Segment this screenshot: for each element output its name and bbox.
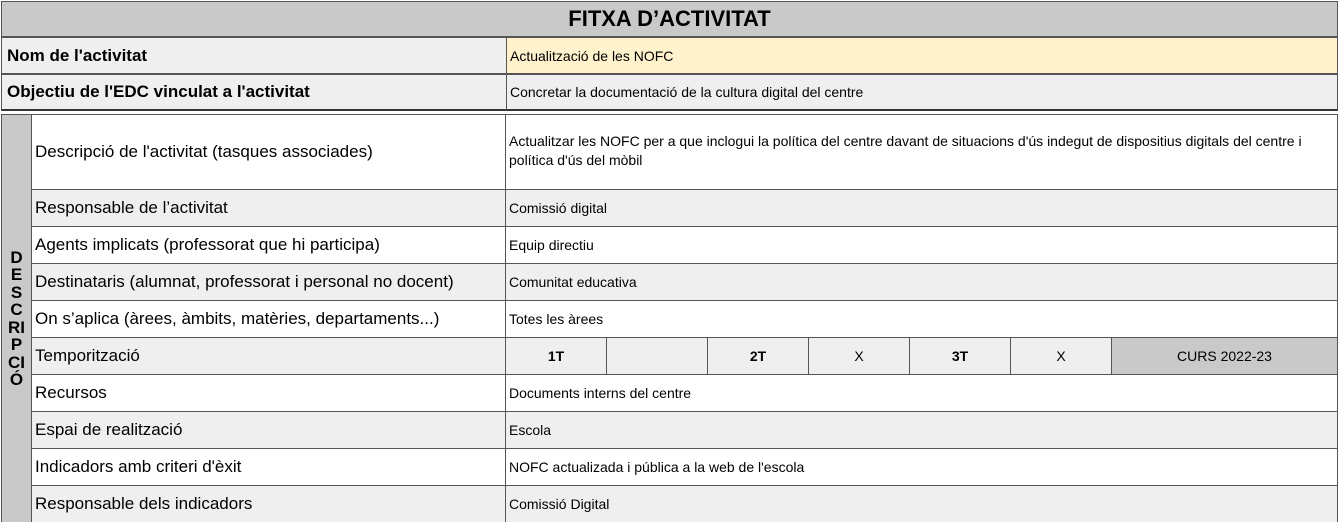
objective-label: Objectiu de l'EDC vinculat a l'activitat bbox=[1, 74, 506, 111]
timing-t3-mark: X bbox=[1011, 338, 1112, 375]
row-label-timing: Temporització bbox=[32, 338, 506, 375]
row-label-description: Descripció de l'activitat (tasques associades) bbox=[32, 115, 506, 190]
sheet-title: FITXA D’ACTIVITAT bbox=[1, 1, 1338, 37]
description-side-label bbox=[1, 114, 32, 522]
row-label-scope: On s’aplica (àrees, àmbits, matèries, departaments...) bbox=[32, 301, 506, 338]
timing-t3-label: 3T bbox=[910, 338, 1011, 375]
timing-course: CURS 2022-23 bbox=[1112, 338, 1338, 375]
timing-t2-label: 2T bbox=[708, 338, 809, 375]
row-value-scope: Totes les àrees bbox=[506, 301, 1338, 338]
objective-value: Concretar la documentació de la cultura digital del centre bbox=[506, 74, 1338, 111]
row-value-indicators: NOFC actualizada i pública a la web de l'escola bbox=[506, 449, 1338, 486]
row-value-responsible: Comissió digital bbox=[506, 190, 1338, 227]
activity-name-label: Nom de l'activitat bbox=[1, 37, 506, 74]
timing-t1-label: 1T bbox=[506, 338, 607, 375]
row-label-indicators-responsible: Responsable dels indicadors bbox=[32, 486, 506, 522]
row-value-indicators-responsible: Comissió Digital bbox=[506, 486, 1338, 522]
description-side-text: DESCRIPCIÓ bbox=[8, 247, 25, 389]
row-value-agents: Equip directiu bbox=[506, 227, 1338, 264]
row-label-agents: Agents implicats (professorat que hi participa) bbox=[32, 227, 506, 264]
row-label-space: Espai de realització bbox=[32, 412, 506, 449]
row-label-responsible: Responsable de l’activitat bbox=[32, 190, 506, 227]
row-label-recipients: Destinataris (alumnat, professorat i personal no docent) bbox=[32, 264, 506, 301]
activity-name-value: Actualització de les NOFC bbox=[506, 37, 1338, 74]
row-label-indicators: Indicadors amb criteri d'èxit bbox=[32, 449, 506, 486]
row-value-resources: Documents interns del centre bbox=[506, 375, 1338, 412]
row-label-resources: Recursos bbox=[32, 375, 506, 412]
row-value-recipients: Comunitat educativa bbox=[506, 264, 1338, 301]
row-value-description: Actualitzar les NOFC per a que inclogui la política del centre davant de situacions d'ús indegut de dispositius digitals del centre i política d'ús del mòbil bbox=[506, 115, 1338, 190]
timing-t1-mark bbox=[607, 338, 708, 375]
timing-t2-mark: X bbox=[809, 338, 910, 375]
row-value-space: Escola bbox=[506, 412, 1338, 449]
